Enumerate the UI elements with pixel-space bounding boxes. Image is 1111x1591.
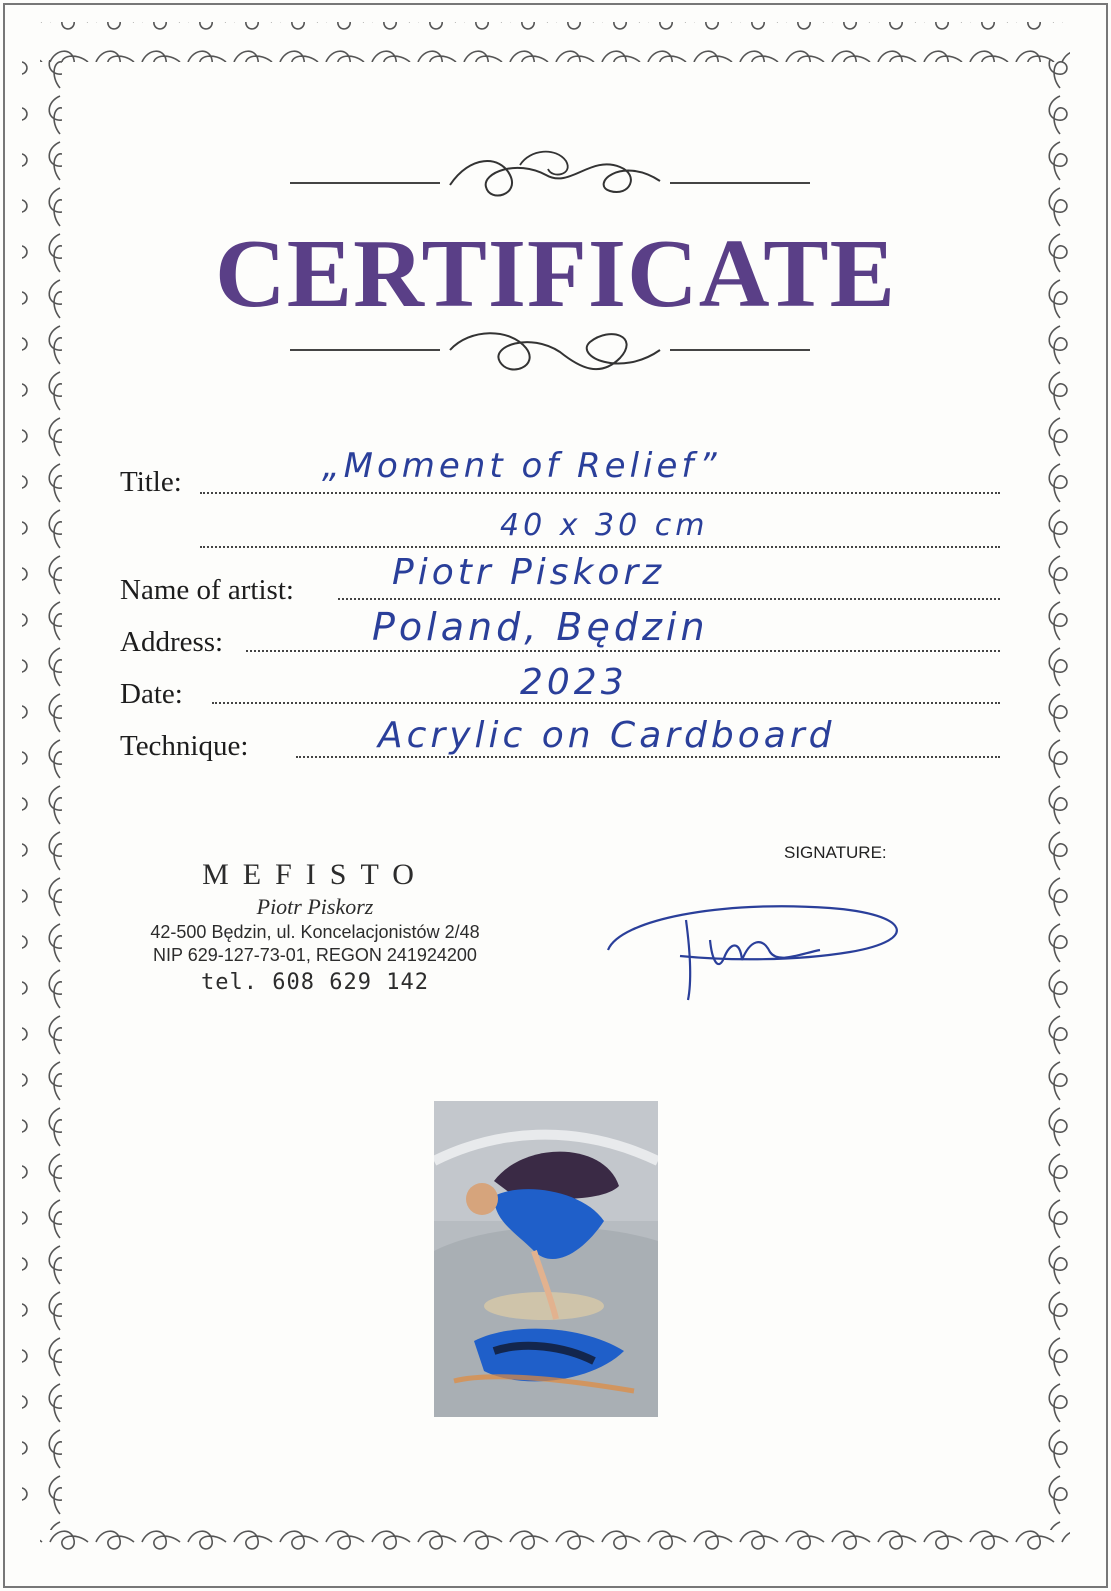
date-label: Date: (120, 678, 183, 710)
company-stamp (120, 858, 510, 995)
top-flourish (290, 145, 820, 225)
technique-label: Technique: (120, 730, 249, 762)
technique-line (296, 756, 1000, 758)
stamp-company: MEFISTO (202, 858, 428, 891)
artist-value: Piotr Piskorz (392, 552, 666, 593)
technique-value: Acrylic on Cardboard (378, 715, 836, 756)
size-line (200, 546, 1000, 548)
stamp-address: 42-500 Będzin, ul. Koncelacjonistów 2/48 (150, 922, 480, 942)
date-value: 2023 (520, 662, 628, 703)
signature-label: SIGNATURE: (784, 843, 887, 862)
address-line (246, 650, 1000, 652)
title-line (200, 492, 1000, 494)
title-label: Title: (120, 466, 182, 498)
artist-label: Name of artist: (120, 574, 294, 606)
address-label: Address: (120, 626, 224, 658)
address-value: Poland, Będzin (372, 605, 709, 649)
stamp-owner: Piotr Piskorz (256, 894, 374, 919)
handwritten-signature (600, 880, 930, 1010)
bottom-flourish (290, 318, 820, 398)
artwork-image (434, 1101, 658, 1417)
size-value: 40 x 30 cm (500, 508, 709, 543)
certificate-title: CERTIFICATE (215, 220, 896, 328)
stamp-ids: NIP 629-127-73-01, REGON 241924200 (153, 945, 477, 965)
artist-line (338, 598, 1000, 600)
title-value: „Moment of Relief” (322, 446, 721, 486)
stamp-phone: tel. 608 629 142 (201, 970, 429, 995)
